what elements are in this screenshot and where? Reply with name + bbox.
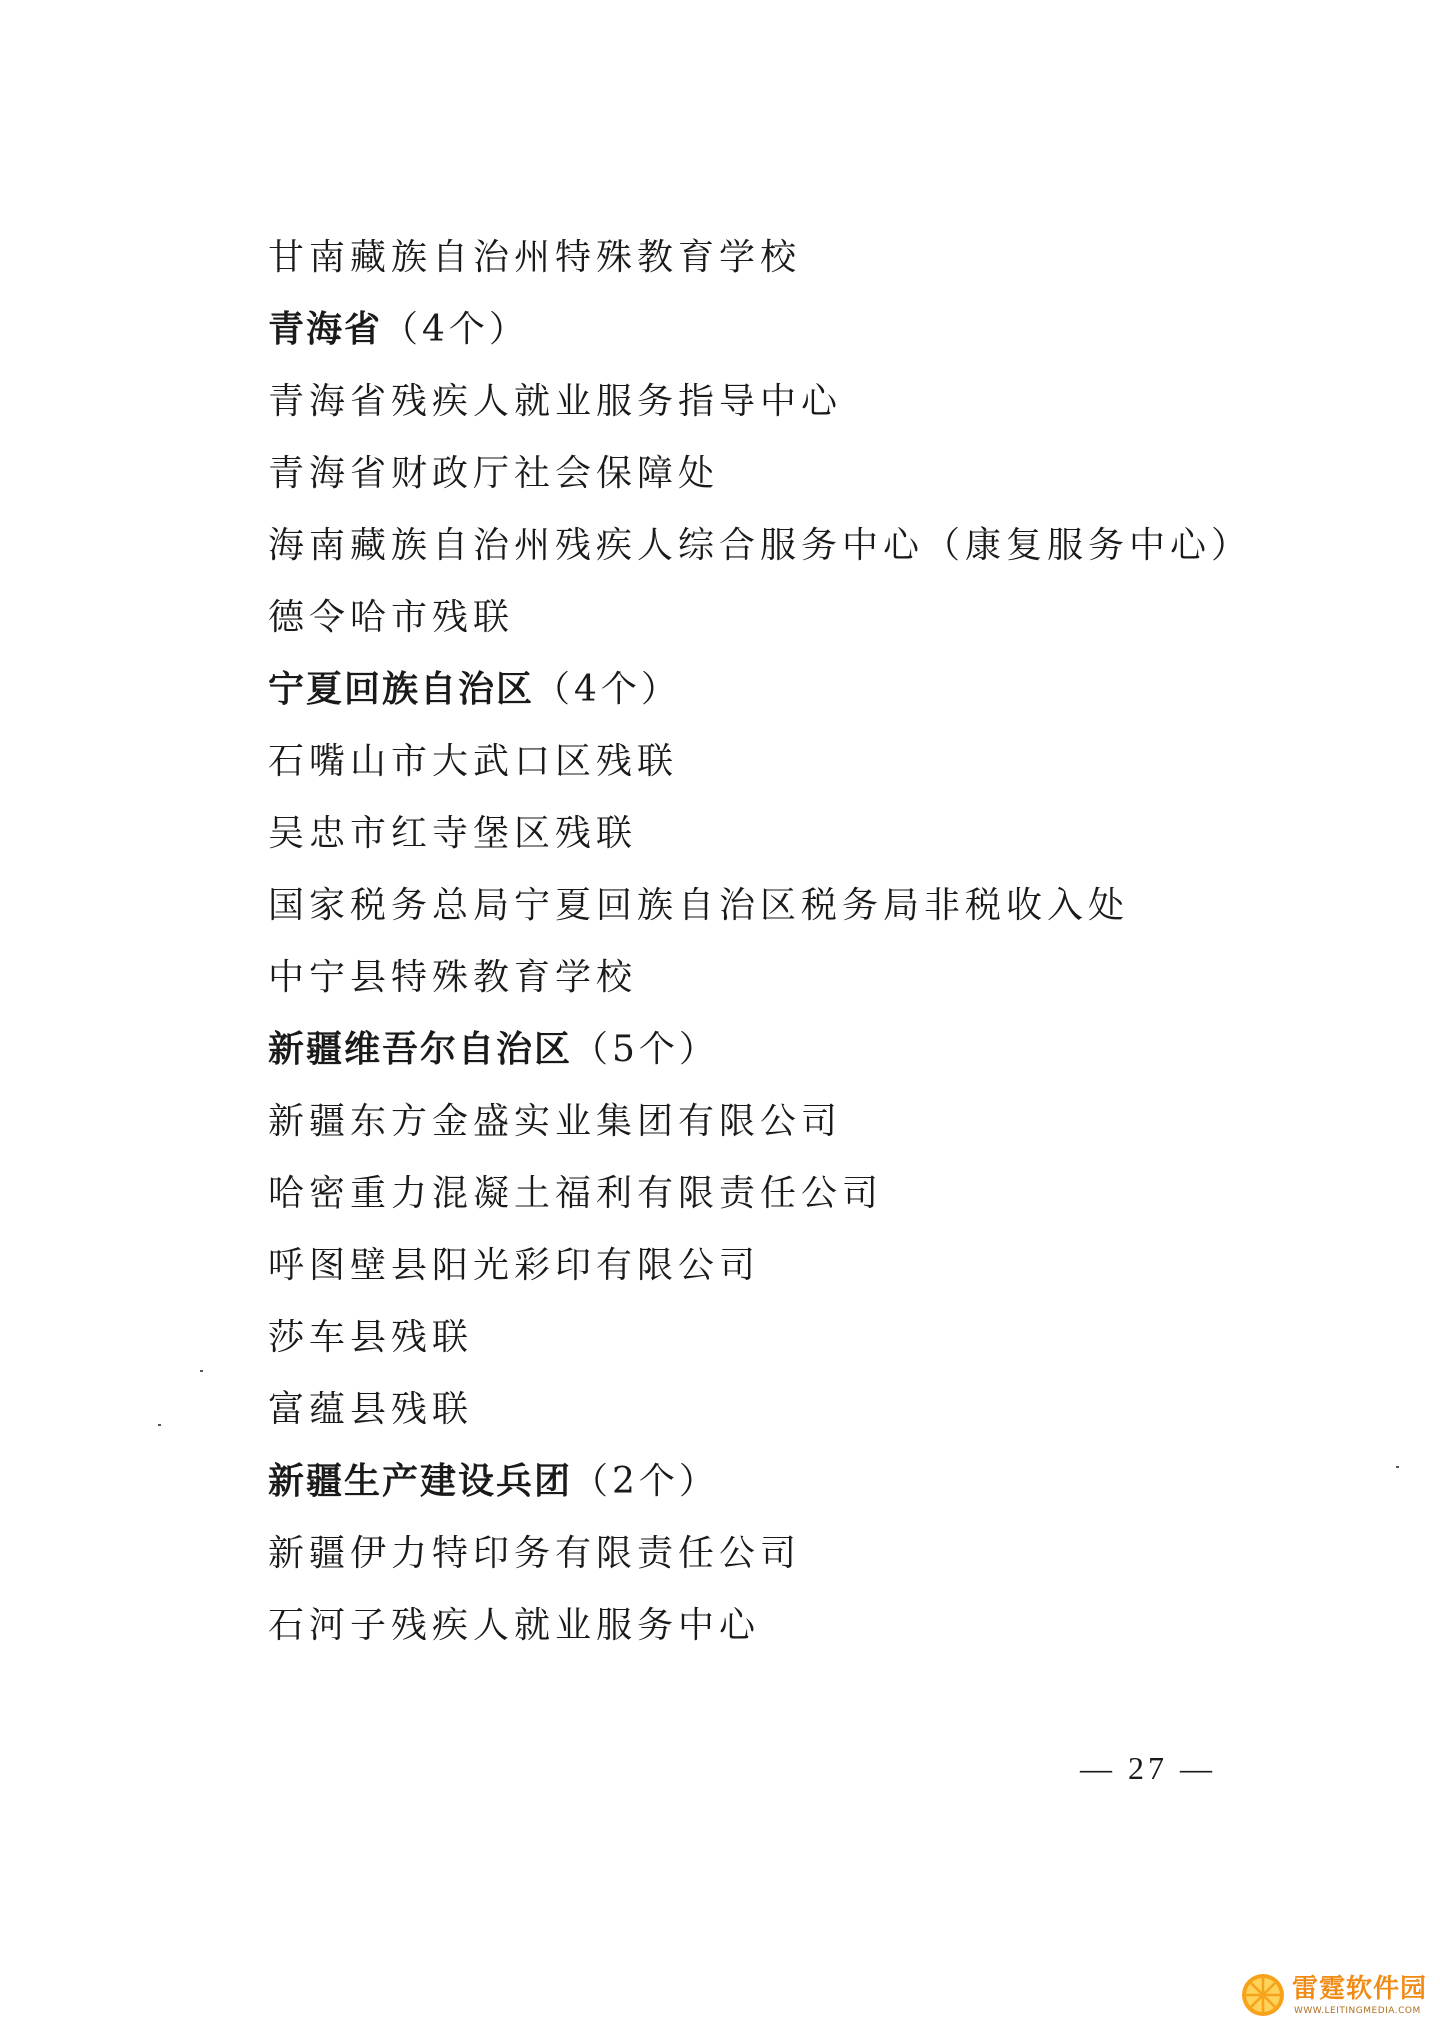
section-heading-text: 新疆维吾尔自治区 [268,1029,573,1070]
section-heading-qinghai [268,294,1288,366]
list-item: 德令哈市残联 [268,597,515,638]
section-heading-text: 新疆生产建设兵团 [268,1461,573,1502]
section-heading-xinjiang [268,1014,1288,1086]
list-item: 莎车县残联 [268,1317,474,1358]
section-count: （4个） [534,669,681,710]
orange-slice-icon [1240,1972,1286,2018]
scan-speck [200,1370,203,1372]
section-count: （4个） [382,309,529,350]
scan-speck [158,1424,161,1426]
list-item: 富蕴县残联 [268,1389,474,1430]
list-item: 石嘴山市大武口区残联 [268,741,679,782]
list-item: 青海省残疾人就业服务指导中心 [268,381,843,422]
list-item: 甘南藏族自治州特殊教育学校 [268,237,802,278]
list-item: 国家税务总局宁夏回族自治区税务局非税收入处 [268,885,1130,926]
list-item: 新疆东方金盛实业集团有限公司 [268,1101,843,1142]
list-item: 哈密重力混凝土福利有限责任公司 [268,1173,884,1214]
list-item: 中宁县特殊教育学校 [268,957,638,998]
watermark [1240,1964,1430,2028]
watermark-text: 雷霆软件园 [1292,1974,1428,2004]
section-heading-text: 宁夏回族自治区 [268,669,535,710]
document-body [268,222,1288,1662]
page-number: — 27 — [1080,1750,1216,1786]
list-item: 吴忠市红寺堡区残联 [268,813,638,854]
section-count: （2个） [572,1461,719,1502]
scan-speck [1396,1466,1399,1468]
section-heading-text: 青海省 [268,309,383,350]
section-heading-bingtuan [268,1446,1288,1518]
list-item: 石河子残疾人就业服务中心 [268,1605,761,1646]
section-count: （5个） [572,1029,719,1070]
list-item: 海南藏族自治州残疾人综合服务中心（康复服务中心） [268,525,1253,566]
list-item: 呼图壁县阳光彩印有限公司 [268,1245,761,1286]
list-item: 青海省财政厅社会保障处 [268,453,720,494]
list-item: 新疆伊力特印务有限责任公司 [268,1533,802,1574]
section-heading-ningxia [268,654,1288,726]
watermark-url: WWW.LEITINGMEDIA.COM [1294,2006,1421,2016]
